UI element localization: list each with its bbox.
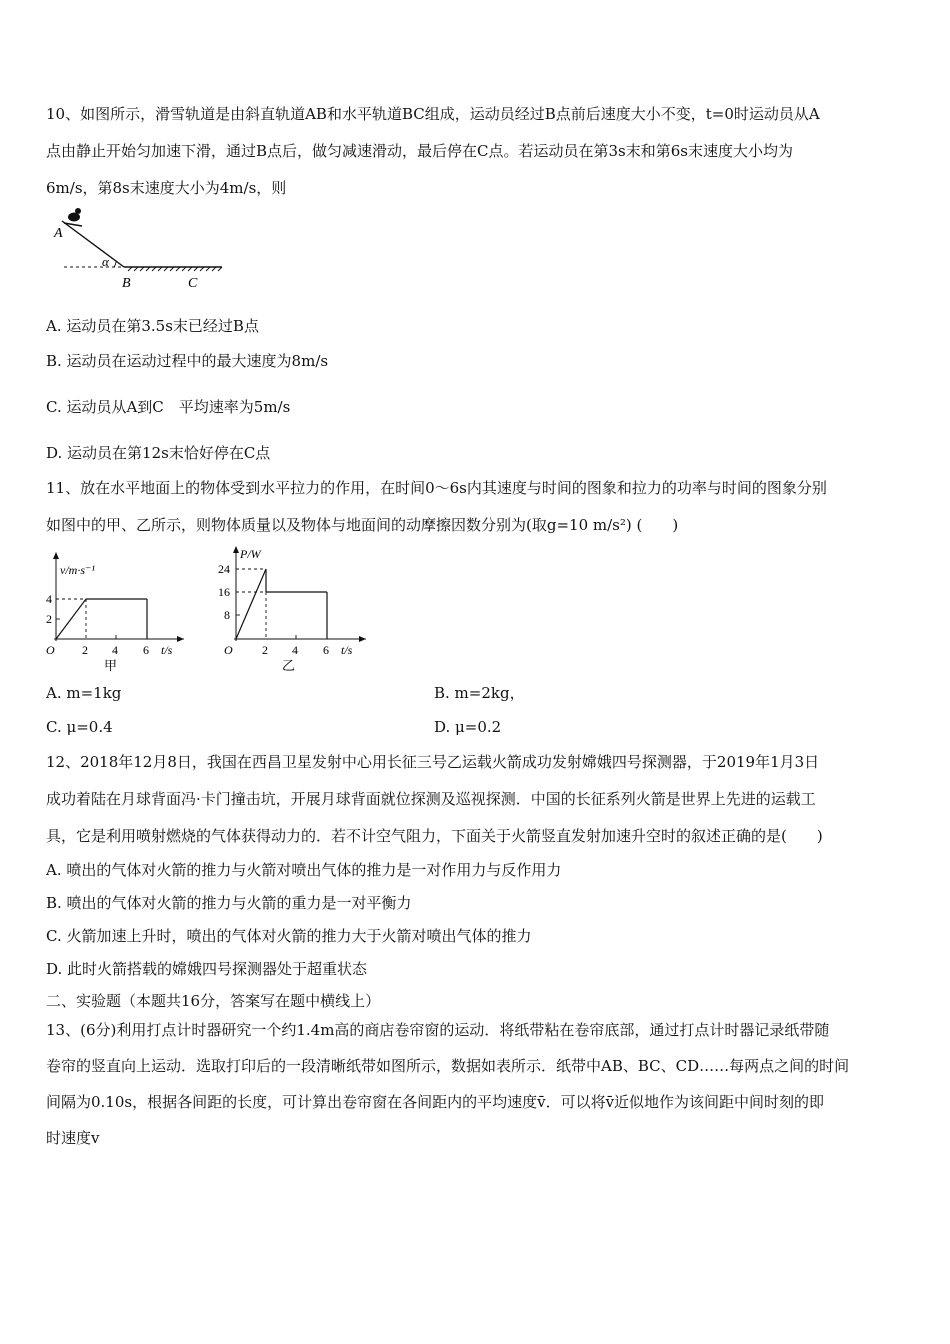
graph2-caption: 乙: [282, 658, 296, 673]
q12-line-2: 成功着陆在月球背面冯·卡门撞击坑，开展月球背面就位探测及巡视探测．中国的长征系列火箭是世界上先进的运载工: [46, 790, 816, 808]
question-13: [46, 1012, 908, 1156]
q12-option-d: D. 此时火箭搭载的嫦娥四号探测器处于超重状态: [46, 960, 368, 978]
q12-option-a: A. 喷出的气体对火箭的推力与火箭对喷出气体的推力是一对作用力与反作用力: [46, 861, 562, 879]
label-B: B: [122, 276, 131, 291]
label-A: A: [54, 226, 63, 241]
ski-track-figure: [50, 207, 250, 295]
graph1-xlabel: t/s: [161, 643, 173, 657]
q11-options-row-1: [46, 682, 908, 704]
q11-options-row-2: [46, 716, 908, 738]
graph1-xtick-4: 4: [112, 643, 118, 657]
q12-option-c: C. 火箭加速上升时，喷出的气体对火箭的推力大于火箭对喷出气体的推力: [46, 927, 532, 945]
graph2-xlabel: t/s: [341, 643, 353, 657]
graph2-ytick-8: 8: [224, 608, 230, 622]
q13-line-4: 时速度v: [46, 1129, 100, 1147]
graph2-ytick-16: 16: [218, 585, 230, 599]
q11-line-1: 11、放在水平地面上的物体受到水平拉力的作用，在时间0～6s内其速度与时间的图象和拉力的功率与时间的图象分别: [46, 479, 827, 497]
q13-line-2: 卷帘的竖直向上运动．选取打印后的一段清晰纸带如图所示，数据如表所示．纸带中AB、BC、CD……每两点之间的时间: [46, 1057, 850, 1075]
graph1-ytick-4: 4: [46, 592, 52, 606]
graph2-ytick-24: 24: [218, 562, 230, 576]
q10-option-b: B. 运动员在运动过程中的最大速度为8m/s: [46, 352, 329, 370]
graph1-xtick-2: 2: [82, 643, 88, 657]
q10-option-d: D. 运动员在第12s末恰好停在C点: [46, 444, 271, 462]
q13-line-1: 13、(6分)利用打点计时器研究一个约1.4m高的商店卷帘窗的运动．将纸带粘在卷帘底部，通过打点计时器记录纸带随: [46, 1021, 830, 1039]
graph2-xtick-4: 4: [292, 643, 298, 657]
label-alpha: α: [102, 254, 109, 269]
graphs-figure: [46, 544, 386, 674]
q10-line-3: 6m/s，第8s末速度大小为4m/s，则: [46, 179, 287, 197]
q11-option-c: C. μ=0.4: [46, 718, 113, 736]
q12-line-1: 12、2018年12月8日，我国在西昌卫星发射中心用长征三号乙运载火箭成功发射嫦娥四号探测器，于2019年1月3日: [46, 753, 820, 771]
question-11: [46, 470, 908, 738]
graph1-origin: O: [46, 643, 55, 657]
graph1-xtick-6: 6: [143, 643, 149, 657]
graph1-ytick-2: 2: [46, 612, 52, 626]
power-time-graph: [218, 546, 366, 673]
graph1-caption: 甲: [104, 658, 118, 673]
q11-option-d: D. μ=0.2: [434, 718, 502, 736]
q11-option-b: B. m=2kg，: [434, 684, 525, 702]
q10-line-2: 点由静止开始匀加速下滑，通过B点后，做匀减速滑动，最后停在C点。若运动员在第3s末和第6s末速度大小均为: [46, 142, 793, 160]
graph1-ylabel: v/m·s⁻¹: [60, 563, 95, 577]
graph2-xtick-2: 2: [262, 643, 268, 657]
q10-option-c: C. 运动员从A到C 平均速率为5m/s: [46, 398, 291, 416]
exam-page: [46, 96, 908, 1156]
skier-icon: [64, 208, 82, 226]
q11-option-a: A. m=1kg: [46, 684, 122, 702]
graph2-origin: O: [224, 643, 233, 657]
q12-option-b: B. 喷出的气体对火箭的推力与火箭的重力是一对平衡力: [46, 894, 412, 912]
q11-line-2: 如图中的甲、乙所示，则物体质量以及物体与地面间的动摩擦因数分别为(取g=10 m/s²) ( ): [46, 516, 679, 534]
question-10: [46, 96, 908, 464]
q10-line-1: 10、如图所示，滑雪轨道是由斜直轨道AB和水平轨道BC组成，运动员经过B点前后速度大小不变，t=0时运动员从A: [46, 105, 820, 123]
label-C: C: [188, 276, 198, 291]
graph2-xtick-6: 6: [323, 643, 329, 657]
section-heading: 二、实验题（本题共16分，答案写在题中横线上）: [46, 992, 381, 1010]
q10-option-a: A. 运动员在第3.5s末已经过B点: [46, 317, 259, 335]
q13-line-3: 间隔为0.10s，根据各间距的长度，可计算出卷帘窗在各间距内的平均速度v̄．可以将v̄近似地作为该间距中间时刻的即: [46, 1093, 825, 1111]
q12-line-3: 具，它是利用喷射燃烧的气体获得动力的．若不计空气阻力，下面关于火箭竖直发射加速升空时的叙述正确的是( ): [46, 827, 823, 845]
velocity-time-graph: [46, 552, 184, 673]
question-12: [46, 744, 908, 980]
graph2-ylabel: P/W: [240, 547, 261, 561]
